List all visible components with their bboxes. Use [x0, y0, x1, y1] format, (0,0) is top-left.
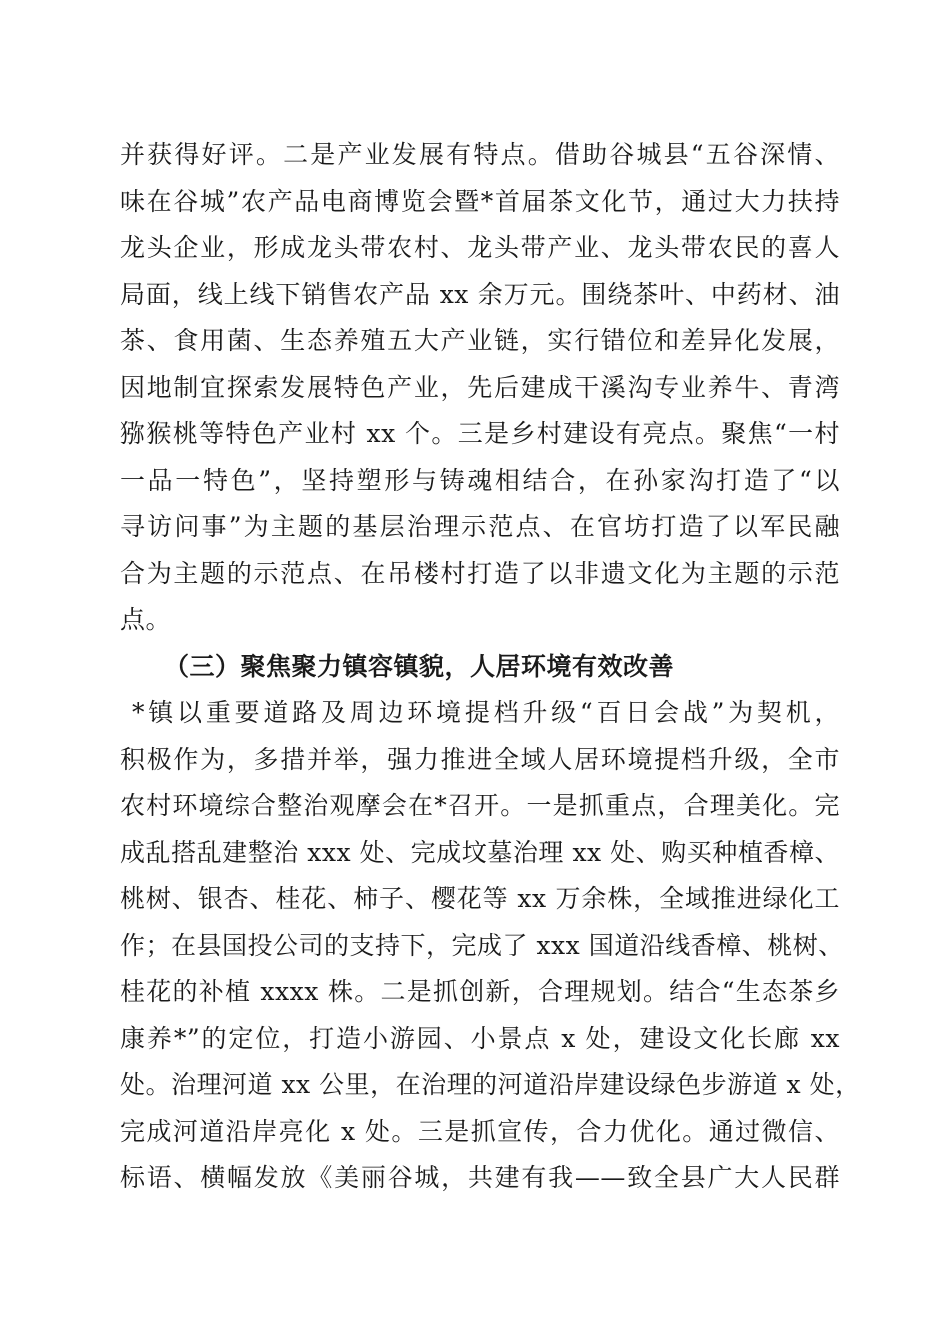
paragraph-line: 桂花的补植 xxxx 株。二是抓创新，合理规划。结合“生态茶乡	[120, 977, 840, 1006]
paragraph-line: 康养*”的定位，打造小游园、小景点 x 处，建设文化长廊 xx	[120, 1023, 840, 1053]
paragraph-line: 茶、食用菌、生态养殖五大产业链，实行错位和差异化发展，	[120, 326, 840, 355]
paragraph-line: 寻访问事”为主题的基层治理示范点、在官坊打造了以军民融	[120, 512, 840, 541]
paragraph-line: 农村环境综合整治观摩会在*召开。一是抓重点，合理美化。完	[120, 791, 840, 820]
paragraph-line: 积极作为，多措并举，强力推进全域人居环境提档升级，全市	[120, 744, 840, 774]
paragraph-line: 成乱搭乱建整治 xxx 处、完成坟墓治理 xx 处、购买种植香樟、	[120, 837, 840, 867]
paragraph-line: *镇以重要道路及周边环境提档升级“百日会战”为契机，	[132, 698, 840, 727]
paragraph-line: 味在谷城”农产品电商博览会暨*首届茶文化节，通过大力扶持	[120, 186, 840, 216]
paragraph-line: 点。	[120, 605, 172, 634]
body-text	[120, 132, 861, 1202]
paragraph-line: 合为主题的示范点、在吊楼村打造了以非遗文化为主题的示范	[120, 558, 840, 588]
paragraph-line: 处。治理河道 xx 公里，在治理的河道沿岸建设绿色步游道 x 处，	[120, 1070, 861, 1099]
paragraph-line: 因地制宜探索发展特色产业，先后建成干溪沟专业养牛、青湾	[120, 372, 840, 402]
section-heading: （三）聚焦聚力镇容镇貌，人居环境有效改善	[164, 651, 675, 681]
paragraph-line: 桃树、银杏、桂花、柿子、樱花等 xx 万余株，全域推进绿化工	[120, 884, 840, 913]
paragraph-line: 作；在县国投公司的支持下，完成了 xxx 国道沿线香樟、桃树、	[120, 930, 844, 960]
paragraph-line: 一品一特色”，坚持塑形与铸魂相结合，在孙家沟打造了“以	[120, 465, 840, 495]
paragraph-line: 局面，线上线下销售农产品 xx 余万元。围绕茶叶、中药材、油	[120, 279, 840, 309]
paragraph-line: 龙头企业，形成龙头带农村、龙头带产业、龙头带农民的喜人	[120, 233, 840, 262]
paragraph-line: 并获得好评。二是产业发展有特点。借助谷城县“五谷深情、	[120, 140, 840, 169]
paragraph-line: 完成河道沿岸亮化 x 处。三是抓宣传，合力优化。通过微信、	[120, 1116, 840, 1146]
paragraph-line: 猕猴桃等特色产业村 xx 个。三是乡村建设有亮点。聚焦“一村	[120, 419, 840, 448]
paragraph-line: 标语、横幅发放《美丽谷城，共建有我——致全县广大人民群	[120, 1163, 840, 1192]
